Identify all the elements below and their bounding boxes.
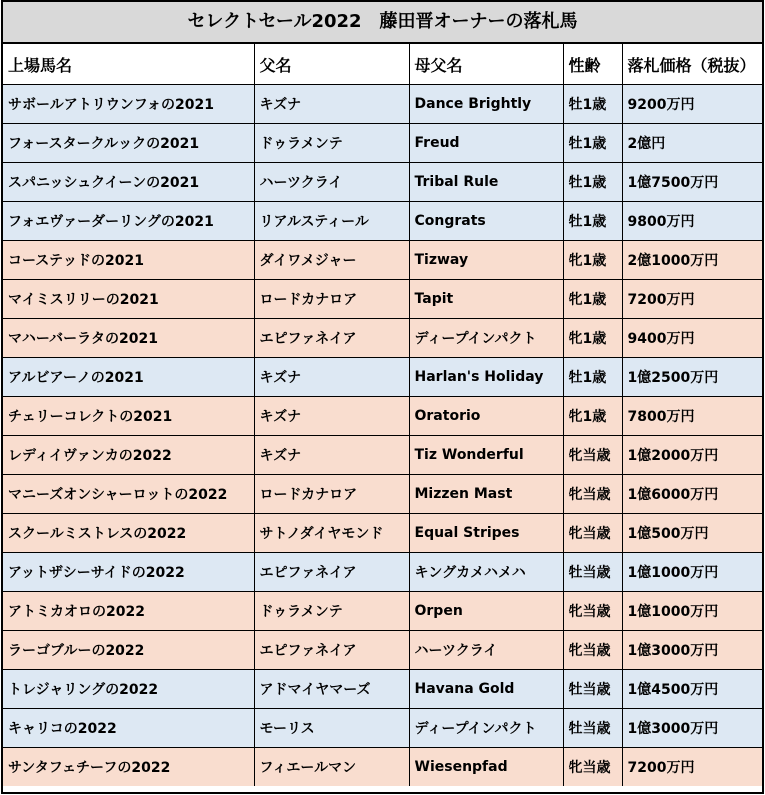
horse-name-cell: サンタフェチーフの2022 [3,748,254,787]
sire-cell: ドゥラメンテ [254,592,409,631]
sire-cell: エピファネイア [254,631,409,670]
price-cell: 9200万円 [622,85,762,124]
horse-name-cell: マイミスリリーの2021 [3,280,254,319]
header-horse-name: 上場馬名 [3,44,254,85]
sex-age-cell: 牝当歳 [563,748,622,787]
price-cell: 1億3000万円 [622,709,762,748]
table-row [3,163,762,202]
table-title: セレクトセール2022 藤田晋オーナーの落札馬 [3,2,762,44]
sex-age-cell: 牝当歳 [563,592,622,631]
sire-cell: キズナ [254,85,409,124]
sex-age-cell: 牡1歳 [563,358,622,397]
damsire-cell: Tizway [409,241,563,280]
sex-age-cell: 牡1歳 [563,124,622,163]
header-price: 落札価格（税抜） [622,44,762,85]
horse-name-cell: マハーバーラタの2021 [3,319,254,358]
price-cell: 1億500万円 [622,514,762,553]
sire-cell: キズナ [254,358,409,397]
damsire-cell: Wiesenpfad [409,748,563,787]
sex-age-cell: 牝1歳 [563,319,622,358]
horse-name-cell: コーステッドの2021 [3,241,254,280]
sire-cell: サトノダイヤモンド [254,514,409,553]
horse-name-cell: フォエヴァーダーリングの2021 [3,202,254,241]
sex-age-cell: 牡当歳 [563,553,622,592]
sex-age-cell: 牡1歳 [563,85,622,124]
sire-cell: ドゥラメンテ [254,124,409,163]
horse-name-cell: スパニッシュクイーンの2021 [3,163,254,202]
horse-name-cell: ラーゴブルーの2022 [3,631,254,670]
price-cell: 2億1000万円 [622,241,762,280]
sire-cell: フィエールマン [254,748,409,787]
sire-cell: リアルスティール [254,202,409,241]
sire-cell: ロードカナロア [254,280,409,319]
table-row [3,670,762,709]
horse-name-cell: サボールアトリウンフォの2021 [3,85,254,124]
damsire-cell: Tiz Wonderful [409,436,563,475]
price-cell: 1億7500万円 [622,163,762,202]
table-row [3,514,762,553]
damsire-cell: Mizzen Mast [409,475,563,514]
horse-name-cell: フォースタークルックの2021 [3,124,254,163]
header-row [3,44,762,85]
table-row [3,475,762,514]
damsire-cell: ディープインパクト [409,319,563,358]
price-cell: 7800万円 [622,397,762,436]
price-cell: 7200万円 [622,280,762,319]
horse-name-cell: マニーズオンシャーロットの2022 [3,475,254,514]
damsire-cell: Dance Brightly [409,85,563,124]
sire-cell: ダイワメジャー [254,241,409,280]
table-row [3,709,762,748]
sex-age-cell: 牝1歳 [563,280,622,319]
damsire-cell: Freud [409,124,563,163]
table-row [3,631,762,670]
price-cell: 1億3000万円 [622,631,762,670]
sire-cell: アドマイヤマーズ [254,670,409,709]
damsire-cell: Oratorio [409,397,563,436]
sire-cell: キズナ [254,436,409,475]
price-cell: 9800万円 [622,202,762,241]
horse-name-cell: レディイヴァンカの2022 [3,436,254,475]
price-cell: 9400万円 [622,319,762,358]
table-row [3,436,762,475]
sex-age-cell: 牝当歳 [563,475,622,514]
header-sex-age: 性齢 [563,44,622,85]
damsire-cell: ディープインパクト [409,709,563,748]
table-row [3,124,762,163]
price-cell: 1億1000万円 [622,592,762,631]
auction-table-sheet [1,0,764,794]
table-row [3,553,762,592]
table-row [3,748,762,787]
sex-age-cell: 牡当歳 [563,670,622,709]
sex-age-cell: 牝1歳 [563,397,622,436]
sex-age-cell: 牝当歳 [563,631,622,670]
price-cell: 7200万円 [622,748,762,787]
price-cell: 1億1000万円 [622,553,762,592]
damsire-cell: Orpen [409,592,563,631]
damsire-cell: Tapit [409,280,563,319]
sire-cell: ロードカナロア [254,475,409,514]
sire-cell: ハーツクライ [254,163,409,202]
price-cell: 1億2500万円 [622,358,762,397]
damsire-cell: キングカメハメハ [409,553,563,592]
damsire-cell: Congrats [409,202,563,241]
table-row [3,358,762,397]
sire-cell: モーリス [254,709,409,748]
price-cell: 1億4500万円 [622,670,762,709]
sire-cell: エピファネイア [254,319,409,358]
price-cell: 2億円 [622,124,762,163]
horse-name-cell: チェリーコレクトの2021 [3,397,254,436]
horse-name-cell: アットザシーサイドの2022 [3,553,254,592]
sex-age-cell: 牝当歳 [563,436,622,475]
sex-age-cell: 牡1歳 [563,202,622,241]
damsire-cell: Tribal Rule [409,163,563,202]
sire-cell: キズナ [254,397,409,436]
horse-name-cell: スクールミストレスの2022 [3,514,254,553]
sex-age-cell: 牝1歳 [563,241,622,280]
table-row [3,280,762,319]
price-cell: 1億2000万円 [622,436,762,475]
table-row [3,592,762,631]
damsire-cell: ハーツクライ [409,631,563,670]
horse-name-cell: トレジャリングの2022 [3,670,254,709]
horse-name-cell: アルビアーノの2021 [3,358,254,397]
sex-age-cell: 牝当歳 [563,514,622,553]
damsire-cell: Havana Gold [409,670,563,709]
damsire-cell: Equal Stripes [409,514,563,553]
horse-name-cell: アトミカオロの2022 [3,592,254,631]
damsire-cell: Harlan's Holiday [409,358,563,397]
sex-age-cell: 牡当歳 [563,709,622,748]
price-cell: 1億6000万円 [622,475,762,514]
table-row [3,241,762,280]
table-row [3,202,762,241]
header-damsire: 母父名 [409,44,563,85]
table-row [3,319,762,358]
header-sire: 父名 [254,44,409,85]
horse-name-cell: キャリコの2022 [3,709,254,748]
table-row [3,85,762,124]
sex-age-cell: 牡1歳 [563,163,622,202]
sire-cell: エピファネイア [254,553,409,592]
table-row [3,397,762,436]
auction-table [3,44,762,786]
